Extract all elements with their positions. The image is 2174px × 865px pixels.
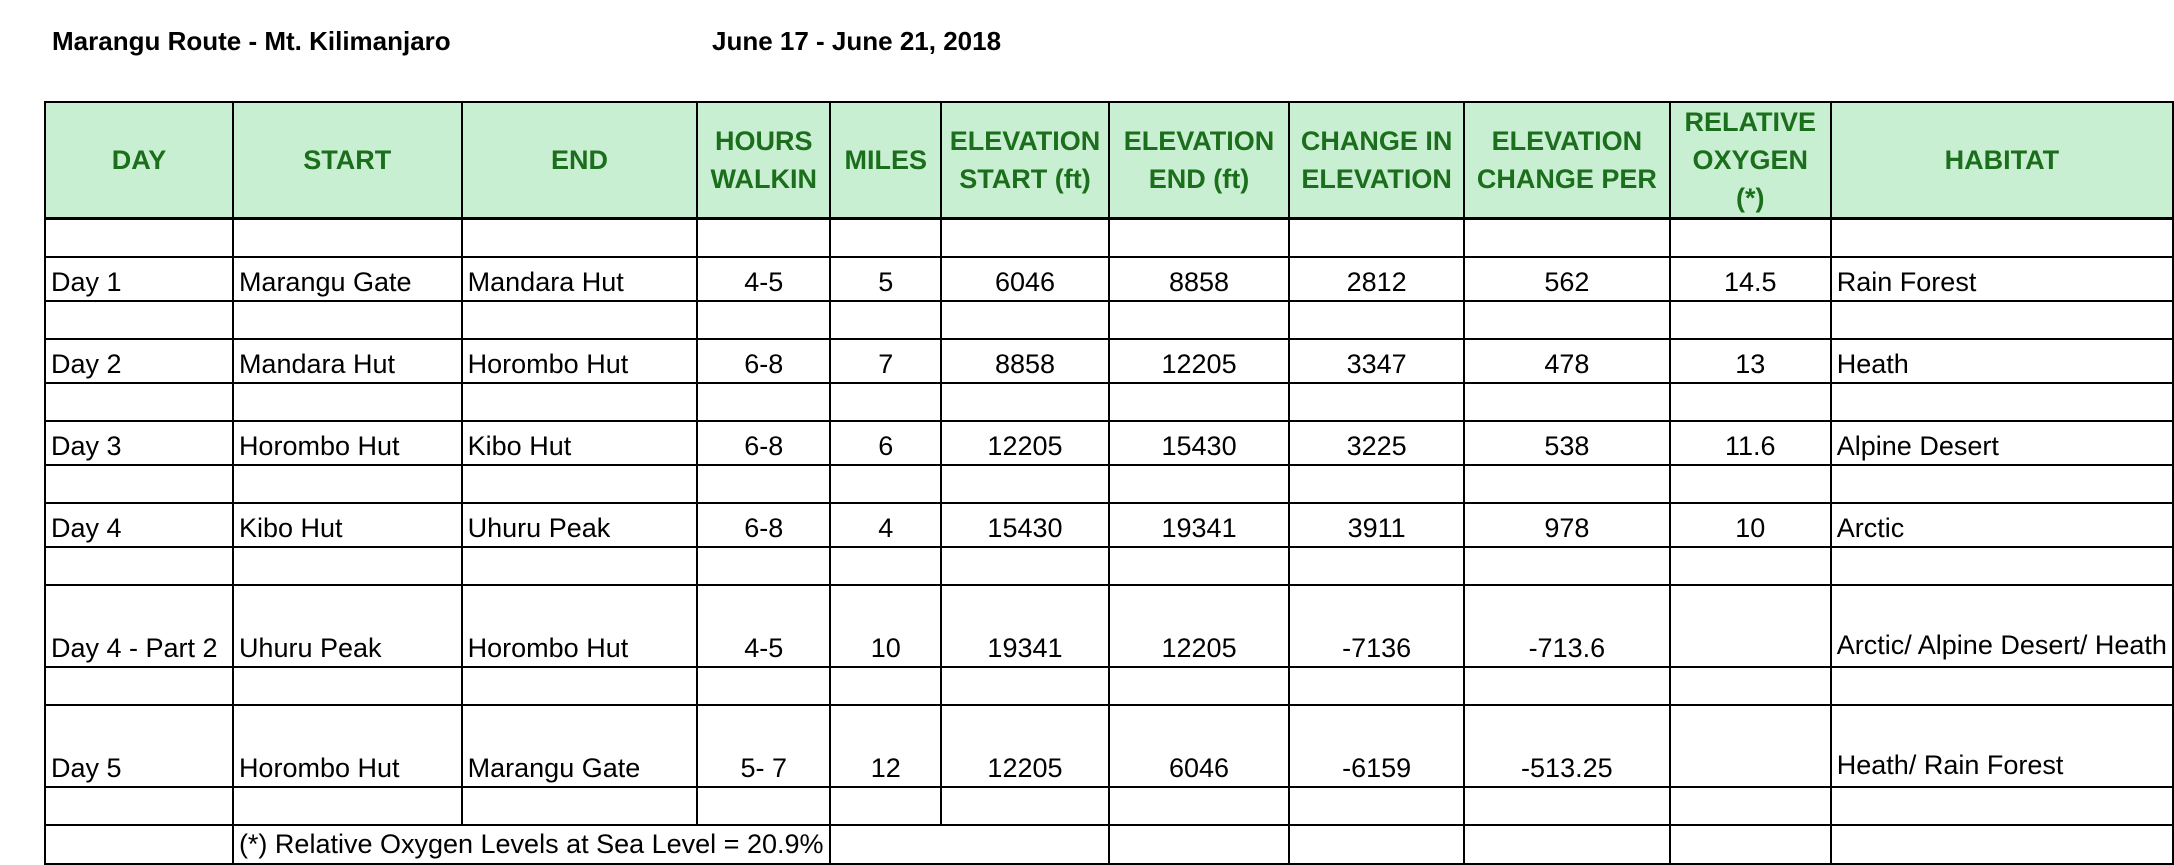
cell-change[interactable]: 3225 <box>1289 421 1464 465</box>
table-row <box>45 257 2173 301</box>
cell-day[interactable]: Day 2 <box>45 339 233 383</box>
cell-hours[interactable]: 4-5 <box>697 257 830 301</box>
cell-start[interactable]: Marangu Gate <box>233 257 462 301</box>
empty-cell[interactable] <box>1289 383 1464 421</box>
empty-cell[interactable] <box>45 787 233 825</box>
spacer-row <box>45 301 2173 339</box>
empty-cell[interactable] <box>233 219 462 258</box>
cell-habitat[interactable]: Arctic/ Alpine Desert/ Heath <box>1831 585 2173 667</box>
cell-start[interactable]: Horombo Hut <box>233 705 462 787</box>
cell-elev-end[interactable]: 12205 <box>1109 585 1290 667</box>
col-header-miles[interactable]: MILES <box>830 102 941 219</box>
cell-habitat[interactable]: Arctic <box>1831 503 2173 547</box>
empty-cell[interactable] <box>1289 465 1464 503</box>
cell-change[interactable]: -7136 <box>1289 585 1464 667</box>
empty-cell[interactable] <box>1670 465 1831 503</box>
cell-start[interactable]: Kibo Hut <box>233 503 462 547</box>
empty-cell[interactable] <box>462 465 698 503</box>
empty-cell[interactable] <box>462 383 698 421</box>
empty-cell[interactable] <box>1831 383 2173 421</box>
cell-habitat[interactable]: Rain Forest <box>1831 257 2173 301</box>
empty-cell[interactable] <box>1831 219 2173 258</box>
cell-day[interactable]: Day 4 - Part 2 <box>45 585 233 667</box>
empty-cell[interactable] <box>941 667 1109 705</box>
cell-change[interactable]: 3347 <box>1289 339 1464 383</box>
cell-change-per[interactable]: -713.6 <box>1464 585 1670 667</box>
empty-cell[interactable] <box>1109 219 1290 258</box>
spacer-row <box>45 787 2173 825</box>
empty-cell[interactable] <box>1289 219 1464 258</box>
empty-cell[interactable] <box>830 465 941 503</box>
cell-elev-end[interactable]: 12205 <box>1109 339 1290 383</box>
empty-cell[interactable] <box>1670 547 1831 585</box>
cell-hours[interactable]: 6-8 <box>697 503 830 547</box>
empty-cell[interactable] <box>1670 787 1831 825</box>
footnote[interactable]: (*) Relative Oxygen Levels at Sea Level = 20.9% <box>233 825 830 864</box>
empty-cell[interactable] <box>1464 465 1670 503</box>
empty-cell[interactable] <box>830 825 1109 864</box>
cell-day[interactable]: Day 3 <box>45 421 233 465</box>
trip-dates: June 17 - June 21, 2018 <box>712 26 1002 56</box>
empty-cell[interactable] <box>830 301 941 339</box>
empty-cell[interactable] <box>941 301 1109 339</box>
empty-cell[interactable] <box>1464 667 1670 705</box>
cell-hours[interactable]: 4-5 <box>697 585 830 667</box>
table-row <box>45 421 2173 465</box>
cell-hours[interactable]: 6-8 <box>697 421 830 465</box>
route-table <box>44 101 2174 865</box>
empty-cell[interactable] <box>1464 219 1670 258</box>
empty-cell[interactable] <box>1464 301 1670 339</box>
cell-elev-end[interactable]: 19341 <box>1109 503 1290 547</box>
cell-miles[interactable]: 6 <box>830 421 941 465</box>
footnote-row <box>45 825 2173 864</box>
cell-elev-start[interactable]: 8858 <box>941 339 1109 383</box>
cell-start[interactable]: Uhuru Peak <box>233 585 462 667</box>
cell-end[interactable]: Mandara Hut <box>462 257 698 301</box>
empty-cell[interactable] <box>45 383 233 421</box>
table-row <box>45 503 2173 547</box>
empty-cell[interactable] <box>941 787 1109 825</box>
empty-cell[interactable] <box>830 547 941 585</box>
empty-cell[interactable] <box>233 787 462 825</box>
empty-cell[interactable] <box>1109 383 1290 421</box>
empty-cell[interactable] <box>462 301 698 339</box>
col-header-change[interactable]: CHANGE IN ELEVATION <box>1289 102 1464 219</box>
cell-elev-end[interactable]: 8858 <box>1109 257 1290 301</box>
cell-miles[interactable]: 7 <box>830 339 941 383</box>
cell-oxygen[interactable] <box>1670 585 1831 667</box>
cell-end[interactable]: Uhuru Peak <box>462 503 698 547</box>
cell-change-per[interactable]: -513.25 <box>1464 705 1670 787</box>
cell-elev-start[interactable]: 12205 <box>941 421 1109 465</box>
empty-cell[interactable] <box>1670 825 1831 864</box>
cell-change-per[interactable]: 562 <box>1464 257 1670 301</box>
cell-elev-start[interactable]: 12205 <box>941 705 1109 787</box>
empty-cell[interactable] <box>45 301 233 339</box>
empty-cell[interactable] <box>1289 787 1464 825</box>
table-row <box>45 585 2173 667</box>
empty-cell[interactable] <box>697 219 830 258</box>
empty-cell[interactable] <box>941 383 1109 421</box>
empty-cell[interactable] <box>1831 667 2173 705</box>
cell-oxygen[interactable]: 14.5 <box>1670 257 1831 301</box>
empty-cell[interactable] <box>1464 825 1670 864</box>
cell-miles[interactable]: 12 <box>830 705 941 787</box>
empty-cell[interactable] <box>45 219 233 258</box>
empty-cell[interactable] <box>1464 547 1670 585</box>
empty-cell[interactable] <box>941 465 1109 503</box>
col-header-day[interactable]: DAY <box>45 102 233 219</box>
empty-cell[interactable] <box>1464 787 1670 825</box>
cell-change-per[interactable]: 978 <box>1464 503 1670 547</box>
cell-start[interactable]: Mandara Hut <box>233 339 462 383</box>
table-body <box>45 219 2173 826</box>
cell-habitat[interactable]: Heath/ Rain Forest <box>1831 705 2173 787</box>
empty-cell[interactable] <box>233 383 462 421</box>
empty-cell[interactable] <box>1831 825 2173 864</box>
cell-change[interactable]: 3911 <box>1289 503 1464 547</box>
cell-oxygen[interactable] <box>1670 705 1831 787</box>
empty-cell[interactable] <box>1109 825 1290 864</box>
header-row <box>45 102 2173 219</box>
empty-cell[interactable] <box>697 383 830 421</box>
empty-cell[interactable] <box>697 547 830 585</box>
cell-change[interactable]: 2812 <box>1289 257 1464 301</box>
empty-cell[interactable] <box>233 465 462 503</box>
cell-end[interactable]: Horombo Hut <box>462 585 698 667</box>
cell-elev-start[interactable]: 6046 <box>941 257 1109 301</box>
empty-cell[interactable] <box>1831 465 2173 503</box>
empty-cell[interactable] <box>1670 219 1831 258</box>
cell-day[interactable]: Day 4 <box>45 503 233 547</box>
cell-oxygen[interactable]: 13 <box>1670 339 1831 383</box>
empty-cell[interactable] <box>1670 383 1831 421</box>
empty-cell[interactable] <box>1831 787 2173 825</box>
col-header-habitat[interactable]: HABITAT <box>1831 102 2173 219</box>
cell-elev-start[interactable]: 19341 <box>941 585 1109 667</box>
col-header-hours[interactable]: HOURS WALKIN <box>697 102 830 219</box>
empty-cell[interactable] <box>1109 547 1290 585</box>
empty-cell[interactable] <box>1289 667 1464 705</box>
empty-cell[interactable] <box>941 547 1109 585</box>
empty-cell[interactable] <box>462 667 698 705</box>
cell-change-per[interactable]: 478 <box>1464 339 1670 383</box>
cell-hours[interactable]: 5- 7 <box>697 705 830 787</box>
cell-elev-start[interactable]: 15430 <box>941 503 1109 547</box>
empty-cell[interactable] <box>830 383 941 421</box>
empty-cell[interactable] <box>1464 383 1670 421</box>
col-header-start[interactable]: START <box>233 102 462 219</box>
empty-cell[interactable] <box>45 547 233 585</box>
empty-cell[interactable] <box>697 667 830 705</box>
cell-habitat[interactable]: Alpine Desert <box>1831 421 2173 465</box>
empty-cell[interactable] <box>45 667 233 705</box>
empty-cell[interactable] <box>1109 787 1290 825</box>
empty-cell[interactable] <box>1109 465 1290 503</box>
empty-cell[interactable] <box>941 219 1109 258</box>
empty-cell[interactable] <box>830 219 941 258</box>
table-row <box>45 705 2173 787</box>
empty-cell[interactable] <box>233 547 462 585</box>
cell-elev-end[interactable]: 6046 <box>1109 705 1290 787</box>
empty-cell[interactable] <box>1109 301 1290 339</box>
col-header-change-per[interactable]: ELEVATION CHANGE PER <box>1464 102 1670 219</box>
cell-change-per[interactable]: 538 <box>1464 421 1670 465</box>
cell-miles[interactable]: 4 <box>830 503 941 547</box>
empty-cell[interactable] <box>1289 825 1464 864</box>
empty-cell[interactable] <box>462 547 698 585</box>
cell-miles[interactable]: 5 <box>830 257 941 301</box>
cell-day[interactable]: Day 5 <box>45 705 233 787</box>
empty-cell[interactable] <box>1831 301 2173 339</box>
empty-cell[interactable] <box>830 667 941 705</box>
cell-oxygen[interactable]: 11.6 <box>1670 421 1831 465</box>
cell-hours[interactable]: 6-8 <box>697 339 830 383</box>
cell-change[interactable]: -6159 <box>1289 705 1464 787</box>
empty-cell[interactable] <box>1289 301 1464 339</box>
col-header-end[interactable]: END <box>462 102 698 219</box>
spacer-row <box>45 667 2173 705</box>
empty-cell[interactable] <box>1289 547 1464 585</box>
col-header-elevation-end[interactable]: ELEVATION END (ft) <box>1109 102 1290 219</box>
cell-miles[interactable]: 10 <box>830 585 941 667</box>
spacer-row <box>45 219 2173 258</box>
empty-cell[interactable] <box>233 667 462 705</box>
empty-cell[interactable] <box>462 787 698 825</box>
empty-cell[interactable] <box>697 465 830 503</box>
col-header-oxygen[interactable]: RELATIVE OXYGEN (*) <box>1670 102 1831 219</box>
empty-cell[interactable] <box>697 787 830 825</box>
table-row <box>45 339 2173 383</box>
empty-cell[interactable] <box>697 301 830 339</box>
empty-cell[interactable] <box>462 219 698 258</box>
empty-cell[interactable] <box>1670 301 1831 339</box>
empty-cell[interactable] <box>1831 547 2173 585</box>
col-header-elevation-start[interactable]: ELEVATION START (ft) <box>941 102 1109 219</box>
cell-oxygen[interactable]: 10 <box>1670 503 1831 547</box>
cell-habitat[interactable]: Heath <box>1831 339 2173 383</box>
cell-start[interactable]: Horombo Hut <box>233 421 462 465</box>
empty-cell[interactable] <box>233 301 462 339</box>
cell-day[interactable]: Day 1 <box>45 257 233 301</box>
cell-end[interactable]: Marangu Gate <box>462 705 698 787</box>
spacer-row <box>45 547 2173 585</box>
empty-cell[interactable] <box>45 825 233 864</box>
sheet-title: Marangu Route - Mt. Kilimanjaro <box>52 26 451 56</box>
spacer-row <box>45 383 2173 421</box>
empty-cell[interactable] <box>1109 667 1290 705</box>
spacer-row <box>45 465 2173 503</box>
empty-cell[interactable] <box>45 465 233 503</box>
cell-end[interactable]: Horombo Hut <box>462 339 698 383</box>
empty-cell[interactable] <box>1670 667 1831 705</box>
cell-elev-end[interactable]: 15430 <box>1109 421 1290 465</box>
empty-cell[interactable] <box>830 787 941 825</box>
cell-end[interactable]: Kibo Hut <box>462 421 698 465</box>
